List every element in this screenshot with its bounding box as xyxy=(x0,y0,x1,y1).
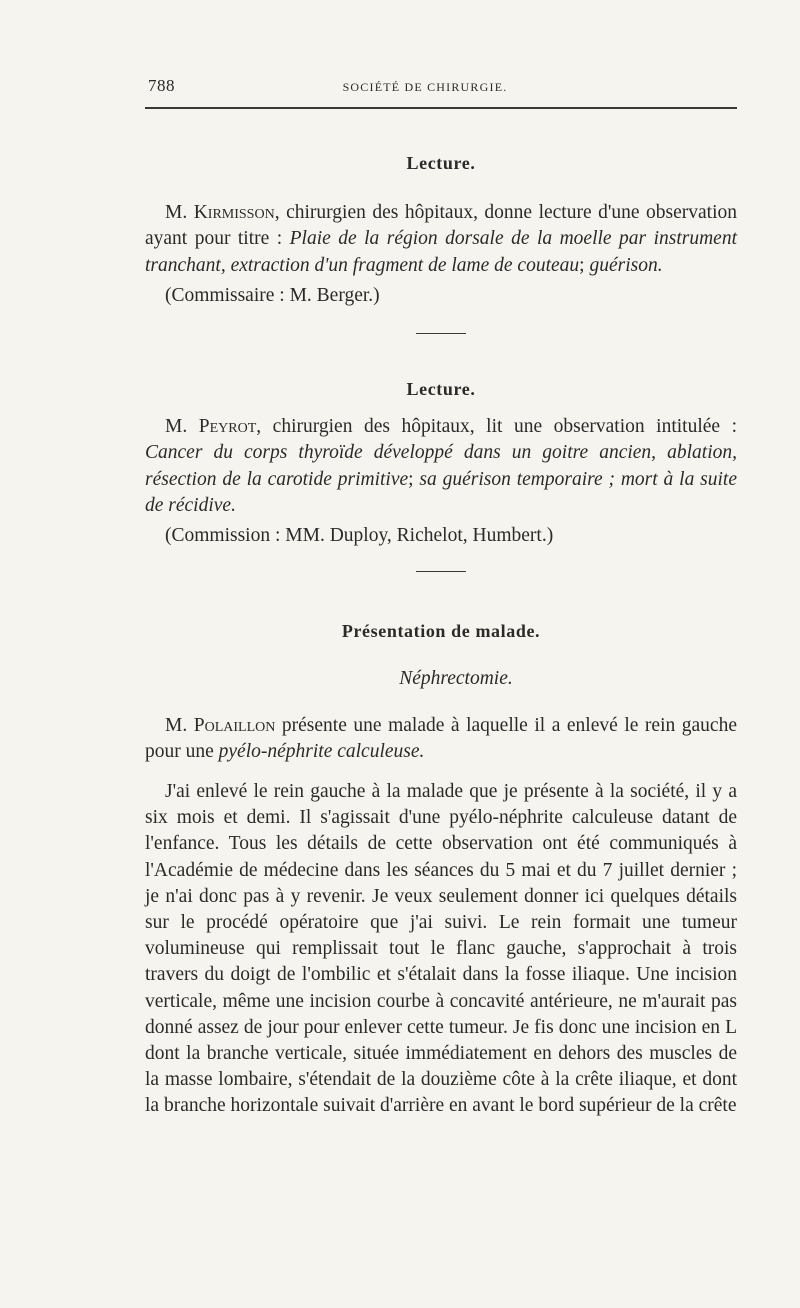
section-heading-lecture-1: Lecture. xyxy=(406,153,476,173)
observation-outcome: guérison. xyxy=(589,254,663,276)
separator: ; xyxy=(408,468,420,490)
paragraph-text: , chirurgien des hôpitaux, donne lecture d'une observation ayant pour titre : xyxy=(145,202,737,250)
separator: ; xyxy=(579,254,590,276)
running-head: SOCIÉTÉ DE CHIRURGIE. xyxy=(342,80,508,94)
page-body xyxy=(145,150,737,1120)
author-name: M. Kirmisson xyxy=(165,202,275,224)
diagnosis: pyélo-néphrite calculeuse. xyxy=(218,740,425,762)
section-subtitle: Néphrectomie. xyxy=(399,668,513,690)
paragraph-peyrot xyxy=(145,414,737,519)
author-name: M. Polaillon xyxy=(165,714,276,736)
observation-outcome: sa guérison temporaire ; mort à la suite de récidive. xyxy=(145,468,738,516)
section-heading-lecture-2: Lecture. xyxy=(406,379,476,400)
section-divider xyxy=(416,571,466,572)
paragraph-kirmisson xyxy=(145,200,737,279)
section-heading-presentation: Présentation de malade. xyxy=(341,621,541,642)
observation-title: Plaie de la région dorsale de la moelle par instrument tranchant, extraction d'un fragment de lame de couteau xyxy=(145,228,737,276)
author-name: M. Peyrot xyxy=(165,416,257,438)
commission-line: (Commission : MM. Duploy, Richelot, Humbert.) xyxy=(165,525,554,547)
paragraph-case-report: J'ai enlevé le rein gauche à la malade que je présente à la société, il y a six mois et demi. Il s'agissait d'une pyélo-néphrite calculeuse datant de l'enfance. Tous les détails de cette observation ont été communiqués à l'Académie de médecine dans les séances du 5 mai et du 7 juillet dernier ; je n'ai donc pas à y revenir. Je veux seulement donner ici quelques détails sur le procédé opératoire que j'ai suivi. Le rein formait une tumeur volumineuse qui remplissait tout le flanc gauche, s'approchait à trois travers du doigt de l'ombilic et s'étalait dans la fosse iliaque. Une incision verticale, même une incision courbe à concavité antérieure, ne m'aurait pas donné assez de jour pour enlever cette tumeur. Je fis donc une incision en L dont la branche verticale, située immédiatement en dehors des muscles de la masse lombaire, s'étendait de la douzième côte à la crête iliaque, et dont la branche horizontale suivait d'arrière en avant le bord supérieur de la crête xyxy=(145,781,737,1117)
paragraph-polaillon xyxy=(145,713,737,765)
observation-title: Cancer du corps thyroïde développé dans un goitre ancien, ablation, résection de la carotide primitive xyxy=(145,442,737,490)
page-number: 788 xyxy=(148,76,175,95)
header-rule xyxy=(145,107,737,109)
paragraph-text: , chirurgien des hôpitaux, lit une observation intitulée : xyxy=(256,416,737,438)
commission-line: (Commissaire : M. Berger.) xyxy=(165,284,380,306)
section-divider xyxy=(416,333,466,334)
paragraph-text: présente une malade à laquelle il a enlevé le rein gauche pour une xyxy=(145,714,737,762)
